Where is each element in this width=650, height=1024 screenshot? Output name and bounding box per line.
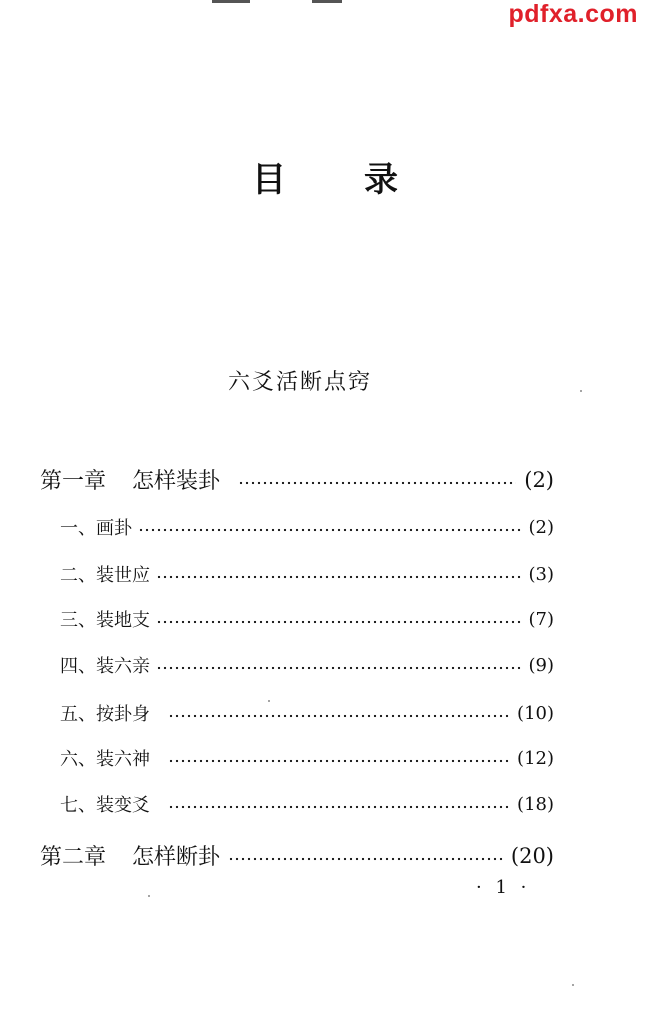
toc-section-2[interactable] xyxy=(60,561,554,587)
dot-leader xyxy=(138,528,521,532)
page-number: · 1 · xyxy=(476,877,531,898)
toc-section-5-page: (10) xyxy=(517,702,554,724)
toc-section-1-page: (2) xyxy=(528,516,554,538)
toc-section-1-label: 一、画卦 xyxy=(60,518,132,539)
book-title: 六爻活断点窍 xyxy=(227,370,372,395)
toc-section-1[interactable] xyxy=(60,514,554,540)
toc-chapter-1-number: 第一章 xyxy=(40,469,107,494)
toc-section-2-label: 二、装世应 xyxy=(60,565,150,586)
toc-chapter-2[interactable] xyxy=(40,840,554,871)
dot-leader xyxy=(228,857,503,861)
dot-leader xyxy=(238,481,516,485)
toc-chapter-2-label xyxy=(40,840,220,871)
dot-leader xyxy=(168,759,509,763)
toc-section-4-label: 四、装六亲 xyxy=(60,656,150,677)
dot-leader xyxy=(156,620,521,624)
toc-chapter-1-page: (2) xyxy=(524,467,554,492)
toc-section-7-label: 七、装变爻 xyxy=(60,795,150,816)
toc-section-4-page: (9) xyxy=(528,654,554,676)
dot-leader xyxy=(156,575,521,579)
scan-speck xyxy=(580,390,582,392)
scan-edge-marks xyxy=(212,0,352,6)
toc-section-3-label: 三、装地支 xyxy=(60,610,150,631)
toc-section-6[interactable] xyxy=(60,745,554,771)
toc-section-7[interactable] xyxy=(60,791,554,817)
toc-chapter-1-title: 怎样装卦 xyxy=(132,469,221,494)
toc-chapter-2-title: 怎样断卦 xyxy=(132,845,221,870)
toc-section-7-page: (18) xyxy=(517,793,554,815)
watermark: pdfxa.com xyxy=(508,0,638,28)
dot-leader xyxy=(168,805,509,809)
toc-section-5[interactable] xyxy=(60,700,554,726)
page-title-char-2: 录 xyxy=(364,160,398,200)
toc-section-6-label: 六、装六神 xyxy=(60,749,150,770)
toc-section-3-page: (7) xyxy=(528,608,554,630)
page-title-char-1: 目 xyxy=(252,160,286,200)
toc-section-5-label: 五、按卦身 xyxy=(60,704,150,725)
scan-speck xyxy=(572,984,574,986)
dot-leader xyxy=(168,714,509,718)
toc-chapter-1[interactable] xyxy=(40,464,554,495)
scan-speck xyxy=(148,895,150,897)
toc-section-2-page: (3) xyxy=(528,563,554,585)
scan-speck xyxy=(268,700,270,702)
toc-section-6-page: (12) xyxy=(517,747,554,769)
toc-section-4[interactable] xyxy=(60,652,554,678)
toc-chapter-2-number: 第二章 xyxy=(40,845,107,870)
toc-section-3[interactable] xyxy=(60,606,554,632)
toc-chapter-1-label xyxy=(40,464,220,495)
dot-leader xyxy=(156,666,521,670)
toc-chapter-2-page: (20) xyxy=(510,843,554,868)
page-title xyxy=(0,152,650,201)
